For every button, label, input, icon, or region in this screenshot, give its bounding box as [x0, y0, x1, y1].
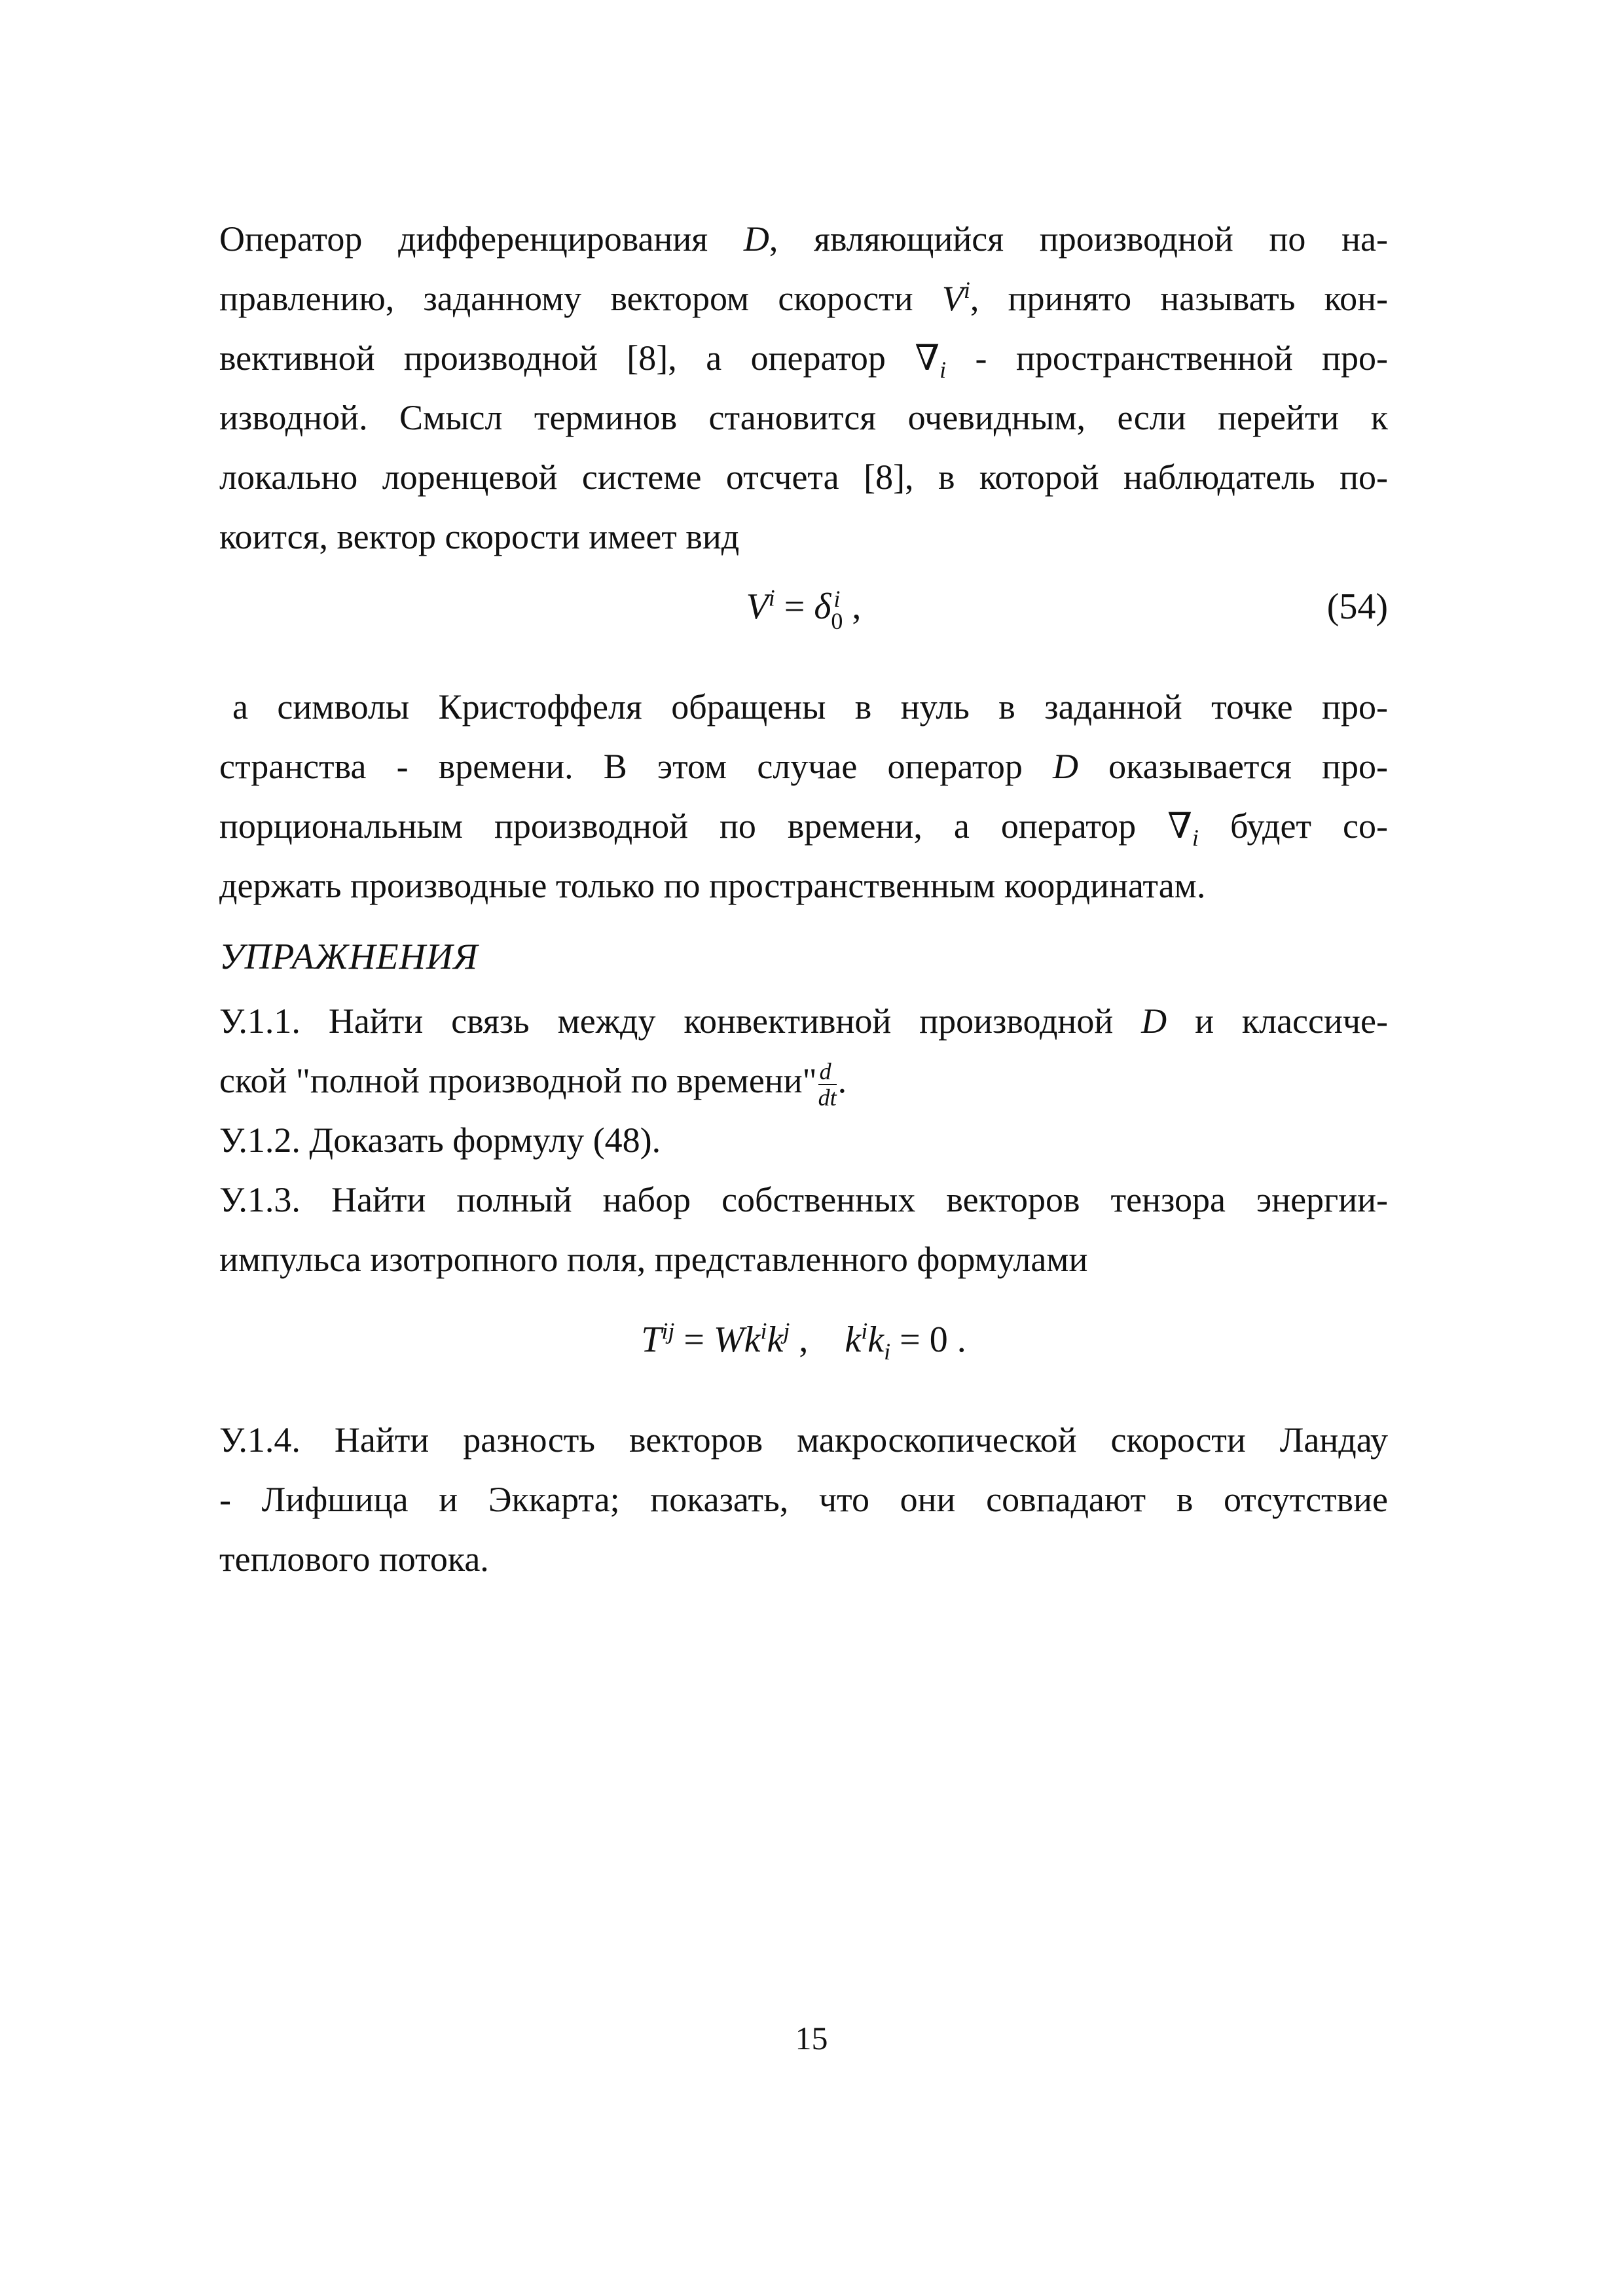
separator: ,: [790, 1319, 845, 1360]
text-line: [219, 448, 1388, 507]
fraction-numerator: d: [818, 1059, 837, 1085]
text-span: и классиче-: [1167, 1001, 1388, 1041]
math-superscript: i: [861, 1318, 868, 1344]
equation-number: (54): [1326, 586, 1388, 627]
math-superscript: i: [768, 584, 775, 611]
text-span: будет со-: [1198, 806, 1388, 846]
math-superscript: j: [783, 1318, 790, 1344]
paragraph-intro: [219, 209, 1388, 567]
text-line: [219, 507, 1388, 567]
text-line: [219, 797, 1388, 856]
section-heading: УПРАЖНЕНИЯ: [219, 937, 479, 977]
math-symbol: D: [743, 219, 769, 259]
text-span: У.1.3. Найти полный набор собственных векторов тензора энергии-: [219, 1180, 1388, 1219]
math-subscript: i: [884, 1338, 891, 1365]
paragraph-christoffel: [219, 677, 1388, 916]
exercise-4-line: [219, 1410, 1388, 1470]
exercise-3-line: [219, 1170, 1388, 1230]
exercise-1-line: [219, 992, 1388, 1051]
text-span: , принято называть кон-: [970, 279, 1389, 318]
equals-sign: =: [775, 586, 814, 627]
punctuation: .: [837, 1061, 847, 1100]
math-symbol: k: [767, 1319, 784, 1360]
text-span: импульса изотропного поля, представленного формулами: [219, 1240, 1088, 1279]
text-span: У.1.2. Доказать формулу (48).: [219, 1121, 661, 1160]
text-span: У.1.4. Найти разность векторов макроскопической скорости Ландау: [219, 1420, 1388, 1460]
text-span: - Лифшица и Эккарта; показать, что они совпадают в отсутствие: [219, 1480, 1388, 1519]
math-superscript: ij: [661, 1318, 675, 1344]
text-span: держать производные только по пространственным координатам.: [219, 866, 1206, 905]
nabla-symbol: ∇: [1167, 806, 1192, 846]
exercises-block: [219, 992, 1388, 1289]
text-span: , являющийся производной по на-: [769, 219, 1389, 259]
exercise-1-line: [219, 1051, 1388, 1111]
exercise-4-block: [219, 1410, 1388, 1589]
text-span: оказывается про-: [1078, 747, 1388, 786]
math-superscript: i: [833, 586, 841, 613]
math-superscript: i: [760, 1318, 767, 1344]
text-span: правлению, заданному вектором скорости: [219, 279, 942, 318]
math-subscript: 0: [831, 608, 843, 635]
punctuation: ,: [843, 586, 862, 627]
text-span: теплового потока.: [219, 1539, 489, 1579]
math-symbol: W: [714, 1319, 744, 1360]
exercise-4-line: [219, 1530, 1388, 1589]
text-span: локально лоренцевой системе отсчета [8], в которой наблюдатель по-: [219, 457, 1388, 497]
text-span: изводной. Смысл терминов становится очевидным, если перейти к: [219, 398, 1388, 437]
math-symbol: V: [941, 279, 964, 318]
text-span: Оператор дифференцирования: [219, 219, 744, 259]
math-symbol: k: [744, 1319, 761, 1360]
text-line: [219, 209, 1388, 269]
text-span: порциональным производной по времени, а оператор: [219, 806, 1168, 846]
text-span: ской "полной производной по времени": [219, 1061, 817, 1100]
text-span: - пространственной про-: [946, 338, 1388, 378]
exercise-3-line: [219, 1230, 1388, 1289]
equals-zero: = 0 .: [890, 1319, 966, 1360]
math-symbol: D: [1141, 1001, 1167, 1041]
text-line: [219, 329, 1388, 388]
math-symbol: T: [641, 1319, 662, 1360]
text-line: [219, 737, 1388, 797]
nabla-symbol: ∇: [915, 338, 940, 378]
math-symbol: k: [867, 1319, 884, 1360]
equation-body: [219, 1318, 1388, 1365]
text-span: У.1.1. Найти связь между конвективной производной: [219, 1001, 1142, 1041]
math-subscript: i: [1192, 824, 1199, 851]
fraction-denominator: dt: [818, 1084, 837, 1111]
text-span: вективной производной [8], а оператор: [219, 338, 915, 378]
text-span: а символы Кристоффеля обращены в нуль в заданной точке про-: [232, 687, 1388, 726]
equation-tensor: [219, 1319, 1388, 1378]
text-line: [219, 856, 1388, 916]
exercise-4-line: [219, 1470, 1388, 1530]
text-line: [219, 388, 1388, 448]
exercise-2-line: [219, 1111, 1388, 1170]
equation-body: [219, 584, 1388, 635]
math-symbol: k: [845, 1319, 862, 1360]
page-number: 15: [795, 2020, 828, 2056]
text-line: [219, 677, 1388, 737]
math-subscript: i: [939, 356, 947, 383]
math-superscript: i: [963, 277, 970, 303]
text-span: коится, вектор скорости имеет вид: [219, 517, 740, 556]
math-symbol: D: [1053, 747, 1078, 786]
text-line: [219, 269, 1388, 329]
equals-sign: =: [674, 1319, 714, 1360]
math-symbol: δ: [814, 586, 831, 627]
fraction-d-dt: [818, 1059, 837, 1110]
text-span: странства - времени. В этом случае оператор: [219, 747, 1053, 786]
math-symbol: V: [746, 586, 769, 627]
equation-54: [219, 586, 1388, 645]
